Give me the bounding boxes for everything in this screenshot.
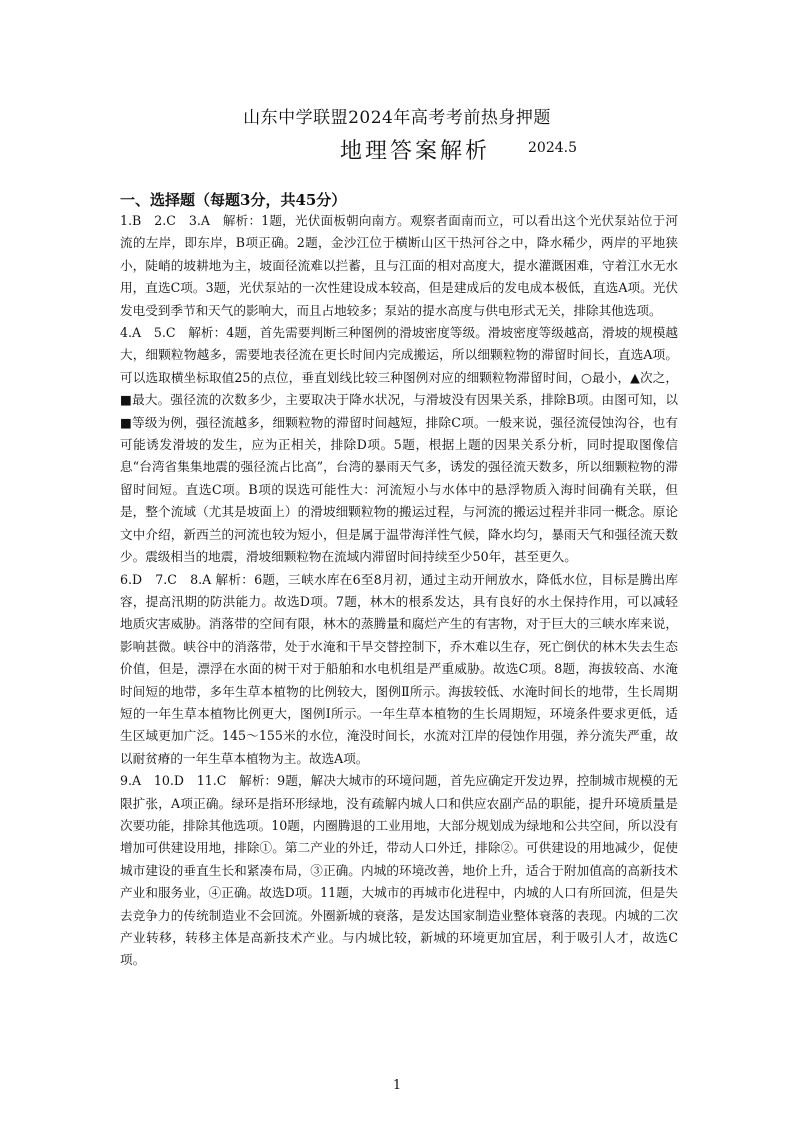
answer-paragraph-4-5: 4.A 5.C 解析：4题，首先需要判断三种图例的滑坡密度等级。滑坡密度等级越高，滑坡的规模越大，细颗粒物越多，需要地表径流在更长时间内完成搬运，所以细颗粒物的滞留时间长，直选A项。可以选取横坐标取值25的点位，垂直划线比较三种图例对应的细颗粒物滞留时间，○最小，▲次之，■最大。强径流的次数多少，主要取决于降水状况，与滑坡没有因果关系，排除B项。由图可知，以■等级为例，强径流越多，细颗粒物的滞留时间越短，排除C项。一般来说，强径流侵蚀沟谷，也有可能诱发滑坡的发生，应为正相关，排除D项。5题，根据上题的因果关系分析，同时提取图像信息“台湾省集集地震的强径流占比高”，台湾的暴雨天气多，诱发的强径流天数多，所以细颗粒物的滞留时间短。直选C项。B项的误选可能性大：河流短小与水体中的悬浮物质入海时间确有关联，但是，整个流域（尤其是坡面上）的滑坡细颗粒物的搬运过程，与河流的搬运过程并非同一概念。原论文中介绍，新西兰的河流也较为短小，但是属于温带海洋性气候，降水均匀，暴雨天气和强径流天数少。震级相当的地震，滑坡细颗粒物在流域内滞留时间持续至少50年，甚至更久。 [120,325,678,565]
answer-paragraph-6-8: 6.D 7.C 8.A 解析：6题，三峡水库在6至8月初，通过主动开闸放水，降低水位，目标是腾出库容，提高汛期的防洪能力。故选D项。7题，林木的根系发达，具有良好的水土保持作用，可以减轻地质灾害威胁。消落带的空间有限，林木的蒸腾量和腐烂产生的有害物，对于巨大的三峡水库来说，影响甚微。峡谷中的消落带，处于水淹和干旱交替控制下，乔木难以生存，死亡倒伏的林木失去生态价值，但是，漂浮在水面的树干对于船舶和水电机组是严重威胁。故选C项。8题，海拔较高、水淹时间短的地带，多年生草本植物的比例较大，图例Ⅱ所示。海拔较低、水淹时间长的地带，生长周期短的一年生草本植物比例更大，图例Ⅰ所示。一年生草本植物的生长周期短，环境条件要求更低，适生区域更加广泛。145～155米的水位，淹没时间长，水流对江岸的侵蚀作用强，养分流失严重，故以耐贫瘠的一年生草本植物为主。故选A项。 [120,571,678,766]
answer-paragraph-9-11: 9.A 10.D 11.C 解析：9题，解决大城市的环境问题，首先应确定开发边界，控制城市规模的无限扩张，A项正确。绿环是指环形绿地，没有疏解内城人口和供应农副产品的职能，提升环境质量是次要功能，排除其他选项。10题，内圈腾退的工业用地，大部分规划成为绿地和公共空间，所以没有增加可供建设用地，排除①。第二产业的外迁，带动人口外迁，排除②。可供建设的用地减少，促使城市建设的垂直生长和紧凑布局，③正确。内城的环境改善，地价上升，适合于附加值高的高新技术产业和服务业，④正确。故选D项。11题，大城市的再城市化进程中，内城的人口有所回流，但是失去竞争力的传统制造业不会回流。外圈新城的衰落，是发达国家制造业整体衰落的表现。内城的二次产业转移，转移主体是高新技术产业。与内城比较，新城的环境更加宜居，利于吸引人才，故选C项。 [120,773,678,968]
section-heading: 一、选择题（每题3分，共45分） [120,191,347,209]
page-number: 1 [392,1078,402,1093]
answer-paragraph-1-3: 1.B 2.C 3.A 解析：1题，光伏面板朝向南方。观察者面南而立，可以看出这个光伏泵站位于河流的左岸，即东岸，B项正确。2题，金沙江位于横断山区干热河谷之中，降水稀少，两岸的平地狭小，陡峭的坡耕地为主，坡面径流难以拦蓄，且与江面的相对高度大，提水灌溉困难，守着江水无水用，直选C项。3题，光伏泵站的一次性建设成本较高，但是建成后的发电成本极低，直选A项。光伏发电受到季节和天气的影响大，而且占地较多；泵站的提水高度与供电形式无关，排除其他选项。 [120,213,678,318]
answer-body [120,210,678,972]
document-date: 2024.5 [528,140,577,156]
document-title: 地理答案解析 [340,139,491,164]
exam-title: 山东中学联盟2024年高考考前热身押题 [243,108,551,128]
